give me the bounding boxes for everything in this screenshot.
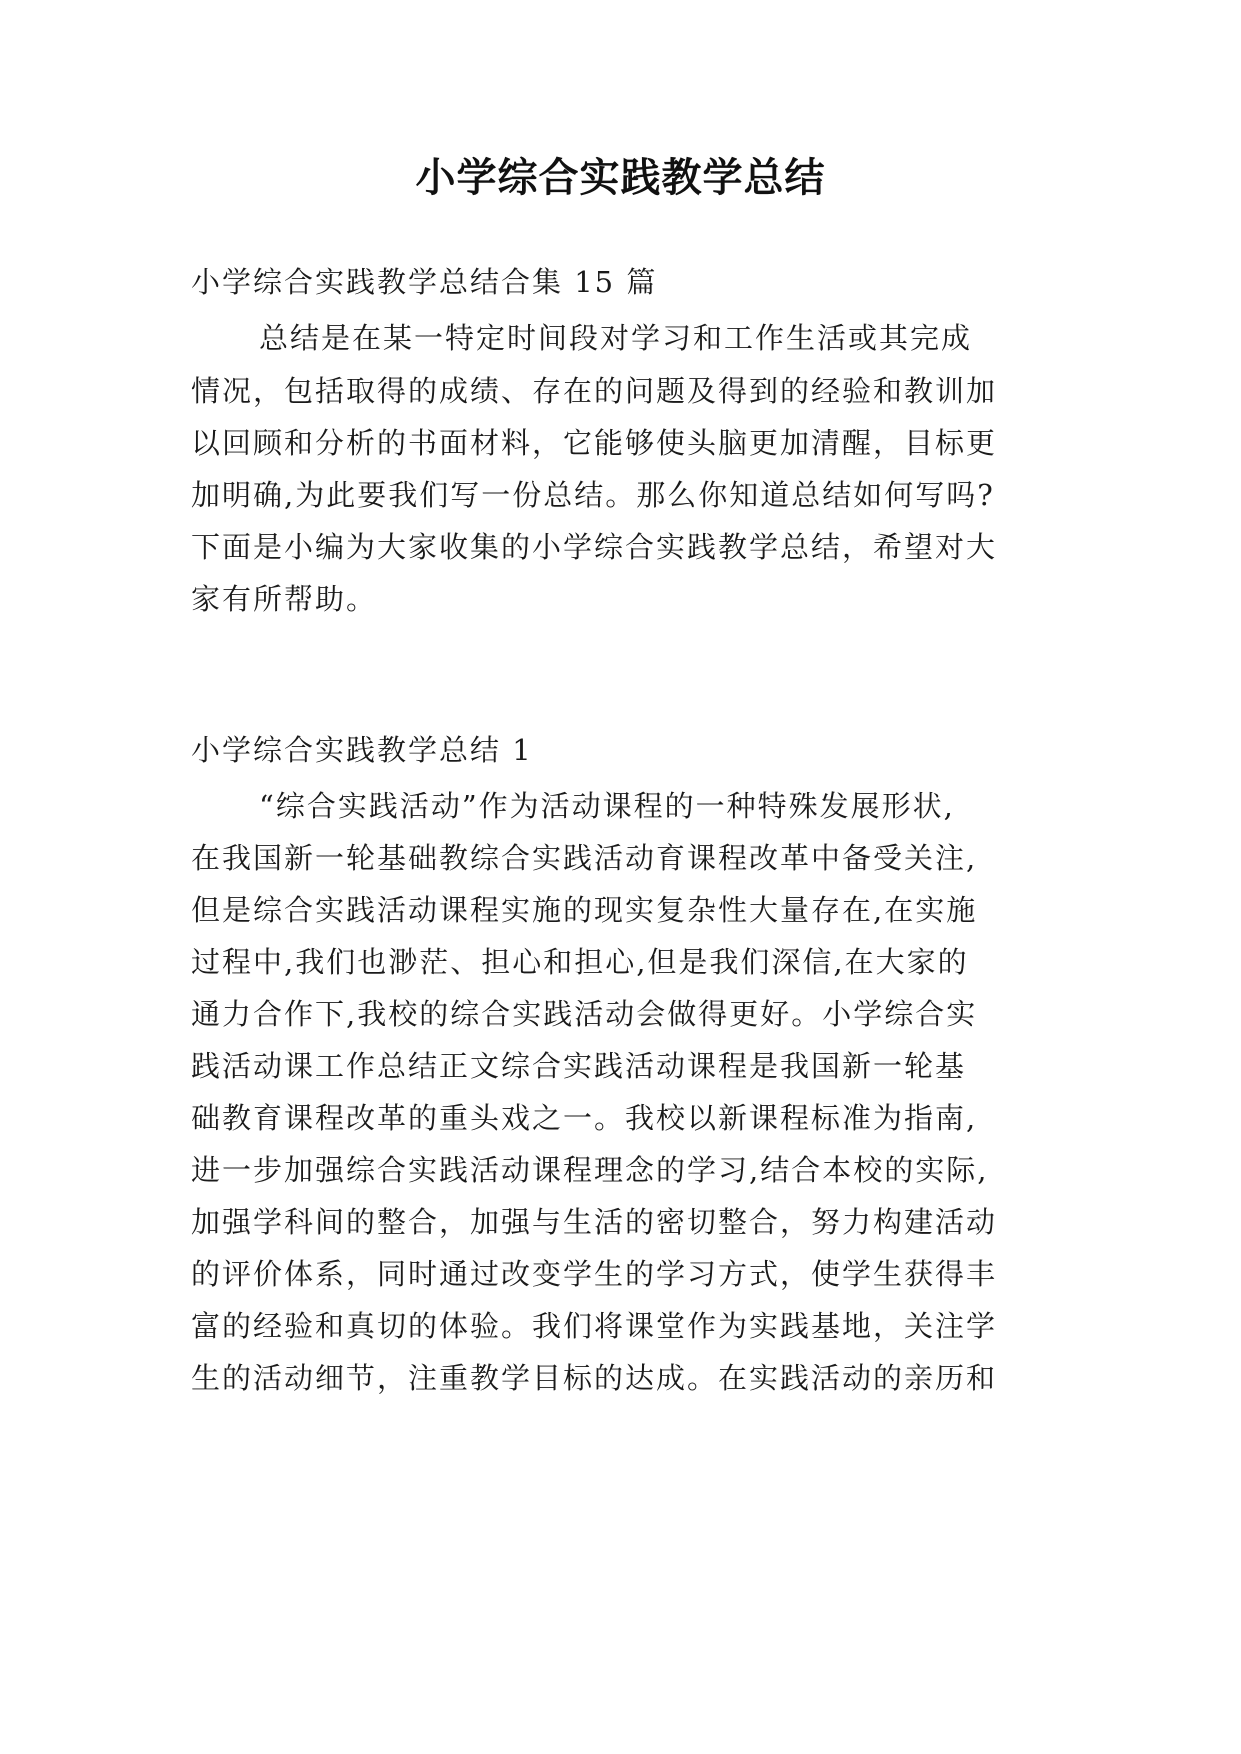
intro-line: 情况，包括取得的成绩、存在的问题及得到的经验和教训加 xyxy=(191,374,998,408)
body-line: 过程中,我们也渺茫、担心和担心,但是我们深信,在大家的 xyxy=(191,945,969,979)
body-line: 在我国新一轮基础教综合实践活动育课程改革中备受关注, xyxy=(191,841,978,875)
body-line: 础教育课程改革的重头戏之一。我校以新课程标准为指南, xyxy=(191,1101,978,1135)
body-line: 进一步加强综合实践活动课程理念的学习,结合本校的实际, xyxy=(191,1153,989,1187)
body-line: 富的经验和真切的体验。我们将课堂作为实践基地，关注学 xyxy=(191,1309,998,1343)
collection-subtitle: 小学综合实践教学总结合集 15 篇 xyxy=(191,265,658,299)
intro-line: 以回顾和分析的书面材料，它能够使头脑更加清醒，目标更 xyxy=(191,426,998,460)
section-heading: 小学综合实践教学总结 1 xyxy=(191,733,533,767)
body-line: 的评价体系，同时通过改变学生的学习方式，使学生获得丰 xyxy=(191,1257,998,1291)
body-line: 践活动课工作总结正文综合实践活动课程是我国新一轮基 xyxy=(191,1049,967,1083)
intro-line: 加明确,为此要我们写一份总结。那么你知道总结如何写吗? xyxy=(191,478,995,512)
body-line: 生的活动细节，注重教学目标的达成。在实践活动的亲历和 xyxy=(191,1361,998,1395)
body-line: “综合实践活动”作为活动课程的一种特殊发展形状, xyxy=(259,789,955,823)
body-line: 加强学科间的整合，加强与生活的密切整合，努力构建活动 xyxy=(191,1205,998,1239)
body-line: 通力合作下,我校的综合实践活动会做得更好。小学综合实 xyxy=(191,997,978,1031)
document-title: 小学综合实践教学总结 xyxy=(415,155,826,201)
intro-line: 下面是小编为大家收集的小学综合实践教学总结，希望对大 xyxy=(191,530,998,564)
intro-line: 总结是在某一特定时间段对学习和工作生活或其完成 xyxy=(259,321,973,355)
intro-line: 家有所帮助。 xyxy=(191,582,378,616)
body-line: 但是综合实践活动课程实施的现实复杂性大量存在,在实施 xyxy=(191,893,978,927)
